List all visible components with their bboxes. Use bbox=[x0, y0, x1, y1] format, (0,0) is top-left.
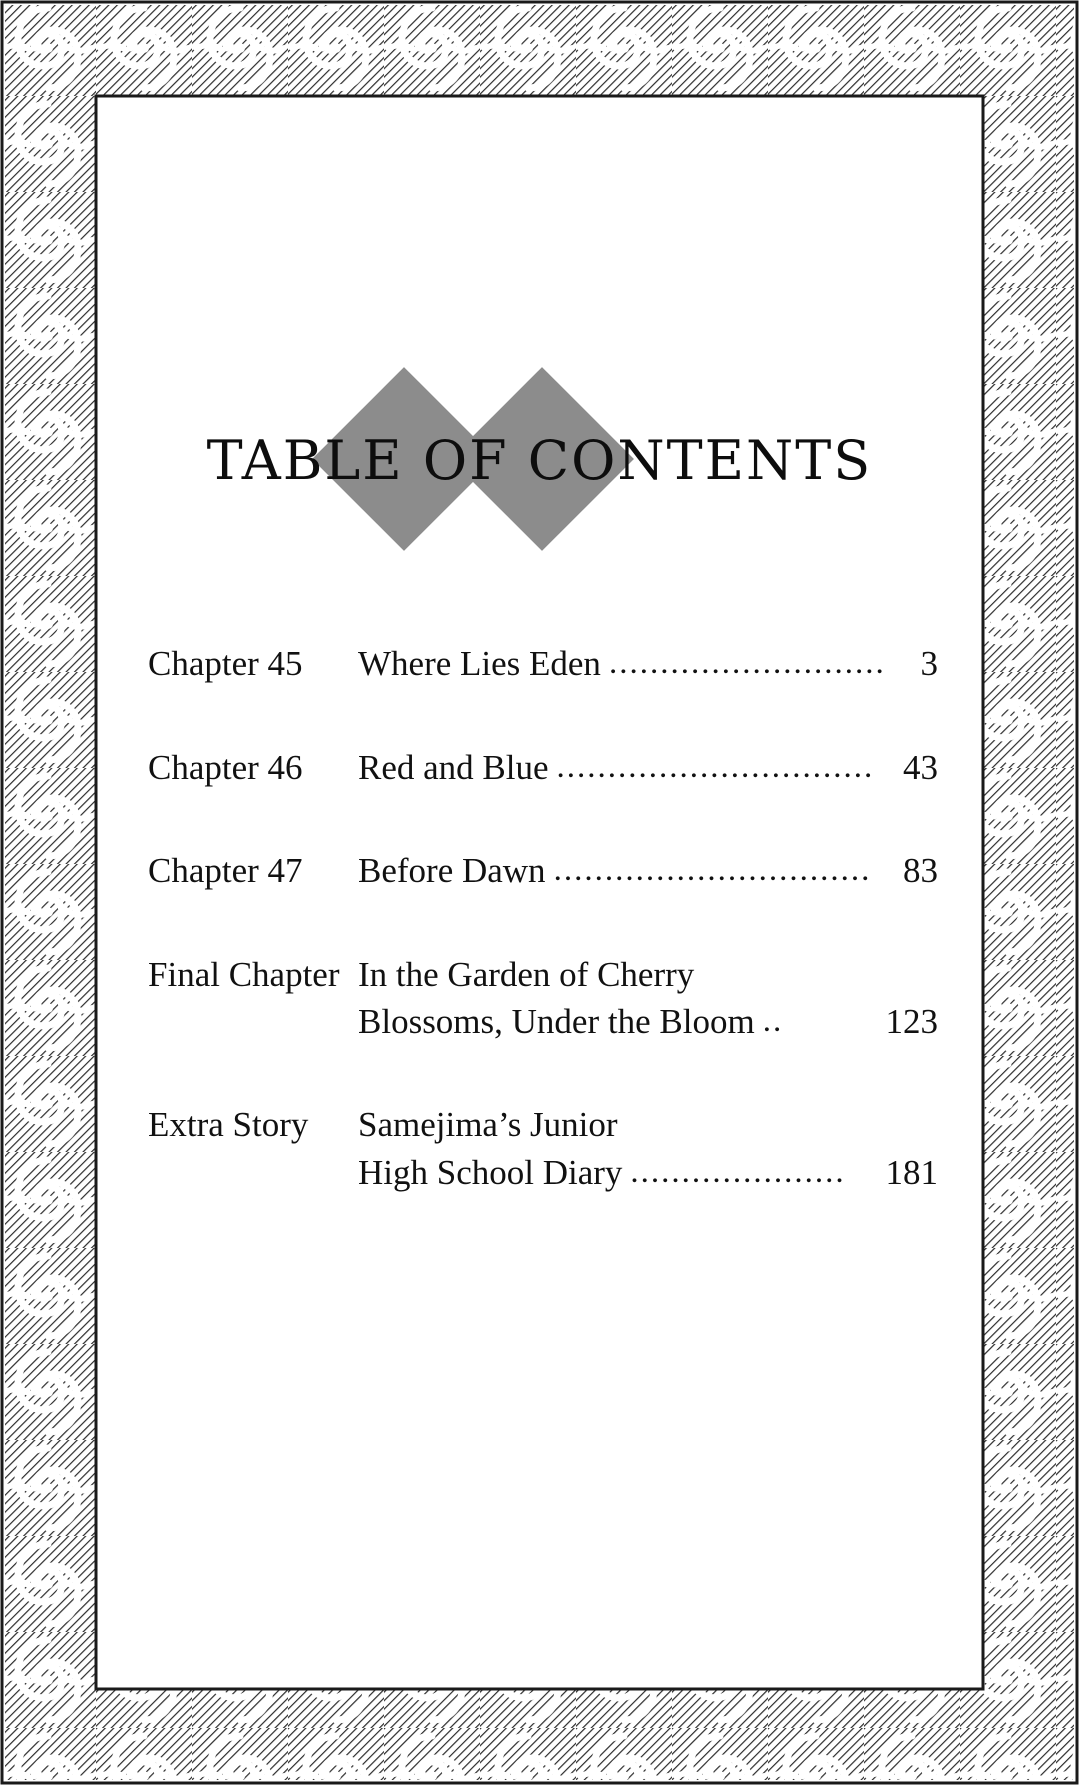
leader-dots: ............................... bbox=[553, 852, 872, 889]
page-number: 123 bbox=[885, 1001, 938, 1041]
toc-list bbox=[148, 640, 938, 1252]
leader-dots: .. bbox=[762, 1002, 784, 1039]
chapter-label: Extra Story bbox=[148, 1105, 309, 1145]
page-number: 181 bbox=[885, 1152, 938, 1192]
list-item[interactable] bbox=[148, 744, 938, 792]
chapter-title-line-2: Blossoms, Under the Bloom bbox=[358, 1001, 755, 1041]
page-title: TABLE OF CONTENTS bbox=[206, 429, 873, 492]
chapter-title: Red and Blue bbox=[358, 747, 549, 787]
list-item[interactable] bbox=[148, 1101, 938, 1196]
chapter-entry-body bbox=[358, 640, 938, 688]
chapter-title-line-1: Samejima’s Junior bbox=[358, 1105, 618, 1145]
toc-title-block bbox=[0, 368, 1079, 553]
leader-dots: ........................... bbox=[608, 645, 886, 681]
chapter-label: Chapter 47 bbox=[148, 851, 303, 891]
list-item[interactable] bbox=[148, 951, 938, 1046]
page-number: 83 bbox=[903, 851, 938, 891]
chapter-title-line-1: In the Garden of Cherry bbox=[358, 954, 695, 994]
chapter-label: Chapter 45 bbox=[148, 644, 303, 683]
list-item[interactable] bbox=[148, 847, 938, 895]
chapter-entry-body bbox=[358, 847, 938, 895]
chapter-label: Chapter 46 bbox=[148, 747, 303, 787]
page-number: 3 bbox=[920, 644, 938, 683]
list-item[interactable] bbox=[148, 640, 938, 688]
chapter-title: Where Lies Eden bbox=[358, 644, 601, 683]
leader-dots: ............................... bbox=[556, 748, 875, 785]
leader-dots: ..................... bbox=[630, 1153, 846, 1190]
chapter-title-line-2: High School Diary bbox=[358, 1152, 623, 1192]
chapter-entry-body bbox=[358, 744, 938, 792]
page-number: 43 bbox=[903, 747, 938, 787]
chapter-label: Final Chapter bbox=[148, 954, 340, 994]
chapter-entry-body bbox=[358, 951, 938, 1046]
chapter-title: Before Dawn bbox=[358, 851, 546, 891]
chapter-entry-body bbox=[358, 1101, 938, 1196]
